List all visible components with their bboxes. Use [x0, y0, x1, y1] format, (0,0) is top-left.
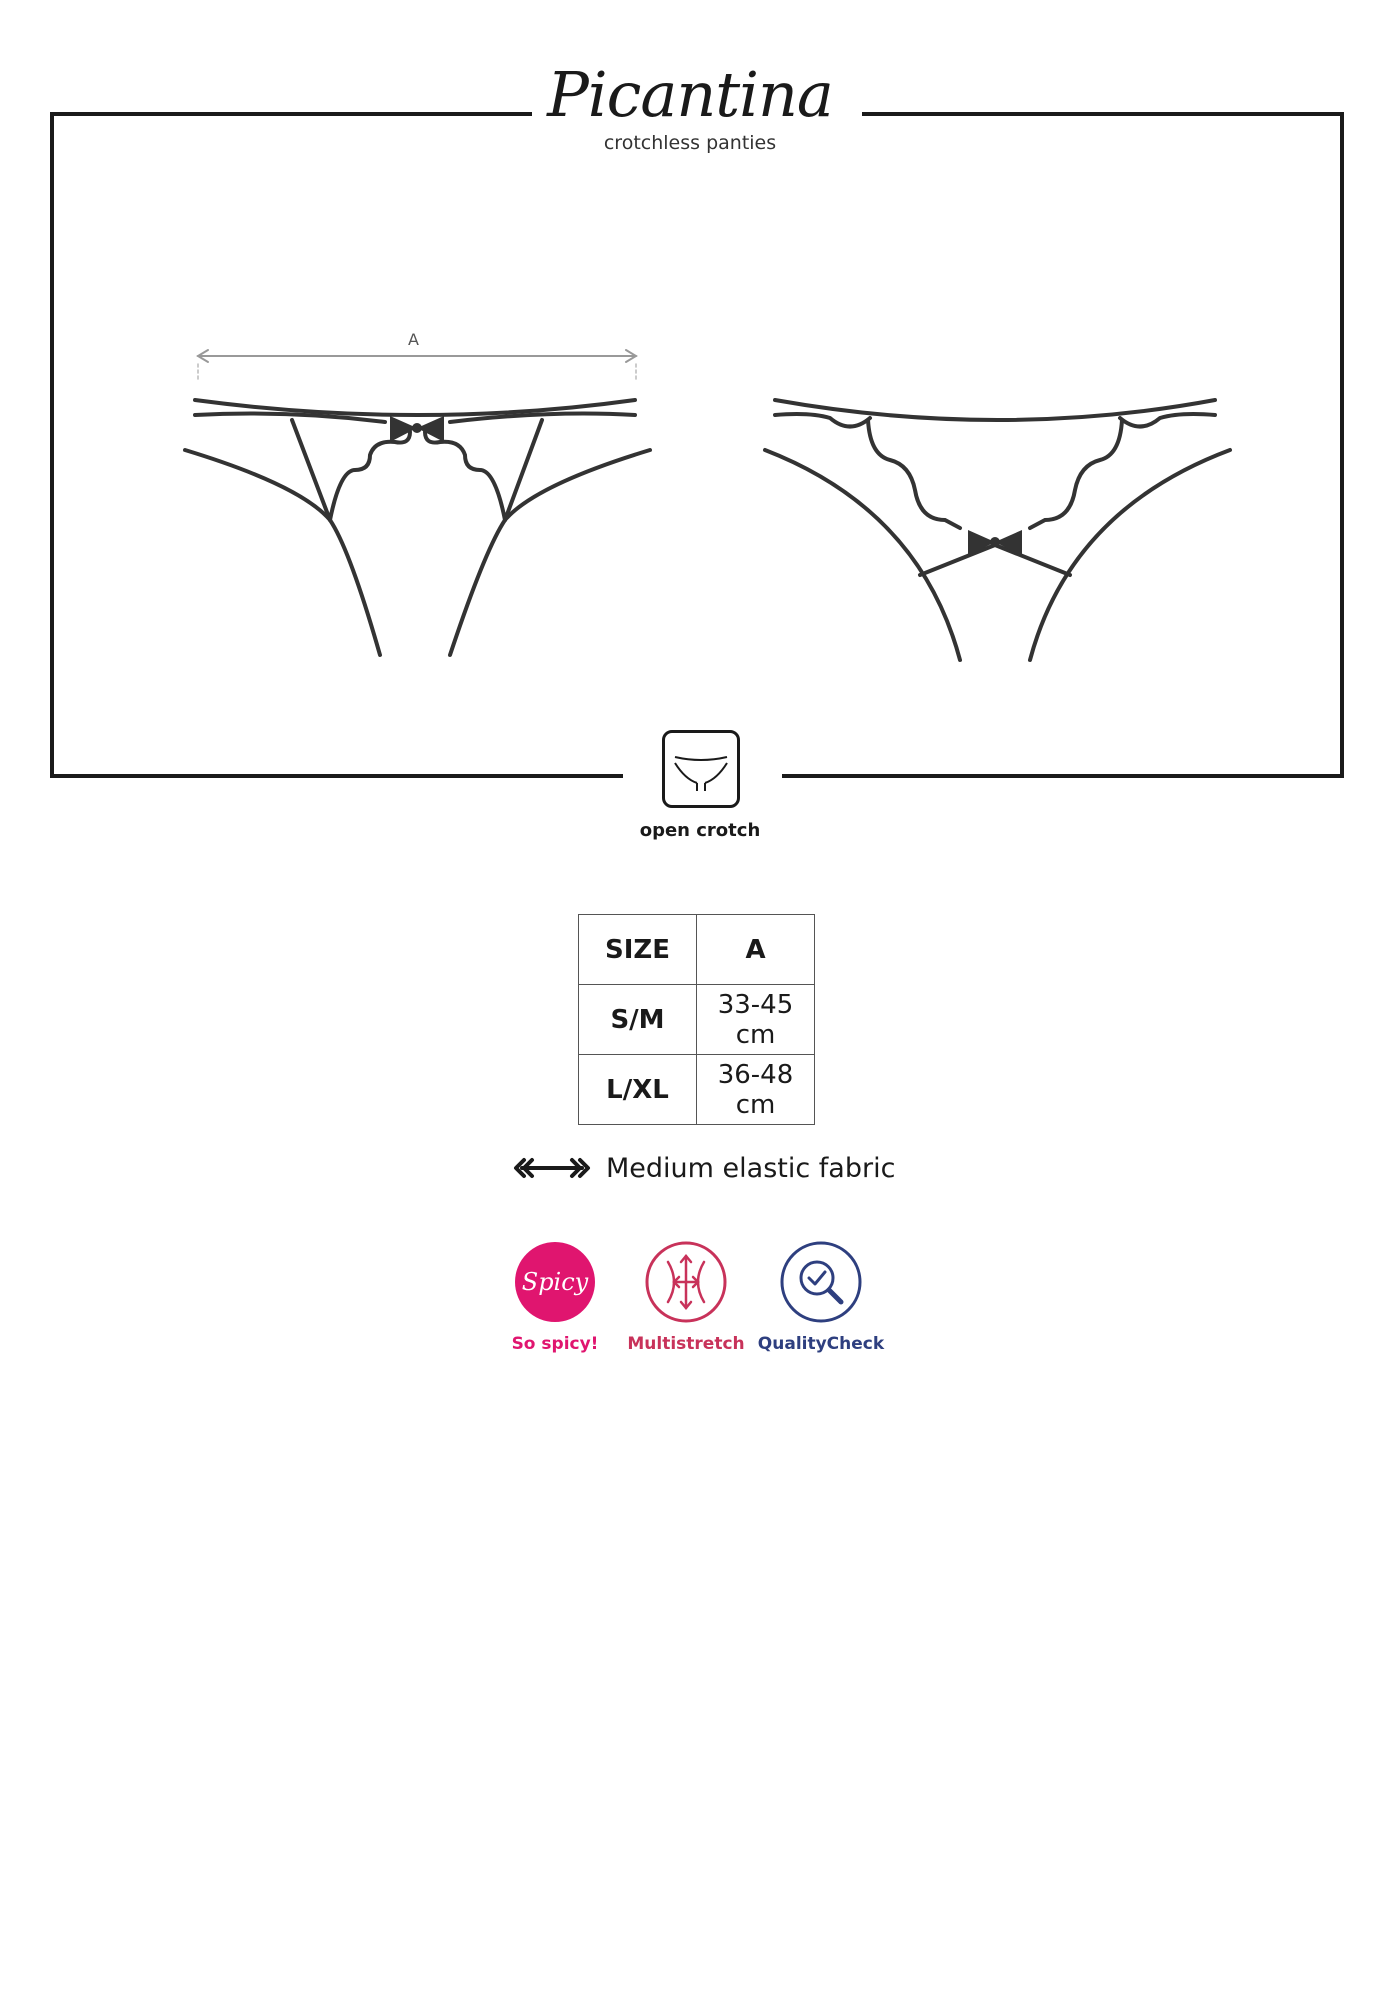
open-crotch-label: open crotch: [639, 820, 761, 841]
size-cell: S/M: [579, 985, 697, 1055]
badge-spicy: [480, 1240, 630, 1354]
product-subtitle: crotchless panties: [603, 132, 777, 154]
badge-label-multistretch: Multistretch: [627, 1334, 745, 1354]
table-header-row: [579, 915, 815, 985]
brand-logo: [540, 60, 840, 154]
badge-qualitycheck: [746, 1240, 896, 1354]
frame-bottom-left: [50, 774, 623, 778]
frame-top-left: [50, 112, 532, 116]
badge-label-spicy: So spicy!: [511, 1334, 599, 1354]
open-crotch-icon: [662, 730, 740, 808]
back-view-drawing: [750, 380, 1250, 670]
multistretch-icon: [644, 1240, 728, 1324]
magnifier-check-icon: [779, 1240, 863, 1324]
frame-top-right: [862, 112, 1344, 116]
fabric-label: Medium elastic fabric: [606, 1152, 896, 1184]
header-size: SIZE: [579, 915, 697, 985]
frame-bottom-right: [782, 774, 1344, 778]
badge-multistretch: [611, 1240, 761, 1354]
size-cell: L/XL: [579, 1055, 697, 1125]
measure-cell: 36-48 cm: [697, 1055, 815, 1125]
size-table: [578, 914, 815, 1125]
table-row: [579, 985, 815, 1055]
frame-left: [50, 112, 54, 778]
measure-cell: 33-45 cm: [697, 985, 815, 1055]
header-a: A: [697, 915, 815, 985]
svg-text:Spicy: Spicy: [521, 1268, 589, 1296]
badge-label-qualitycheck: QualityCheck: [757, 1334, 885, 1354]
fabric-info: [512, 1148, 895, 1188]
measure-label-a: A: [408, 330, 419, 349]
spicy-icon: [513, 1240, 597, 1324]
double-arrow-icon: [512, 1156, 592, 1180]
table-row: [579, 1055, 815, 1125]
frame-right: [1340, 112, 1344, 778]
front-view-drawing: [170, 320, 670, 670]
brand-name: Picantina: [547, 58, 833, 131]
